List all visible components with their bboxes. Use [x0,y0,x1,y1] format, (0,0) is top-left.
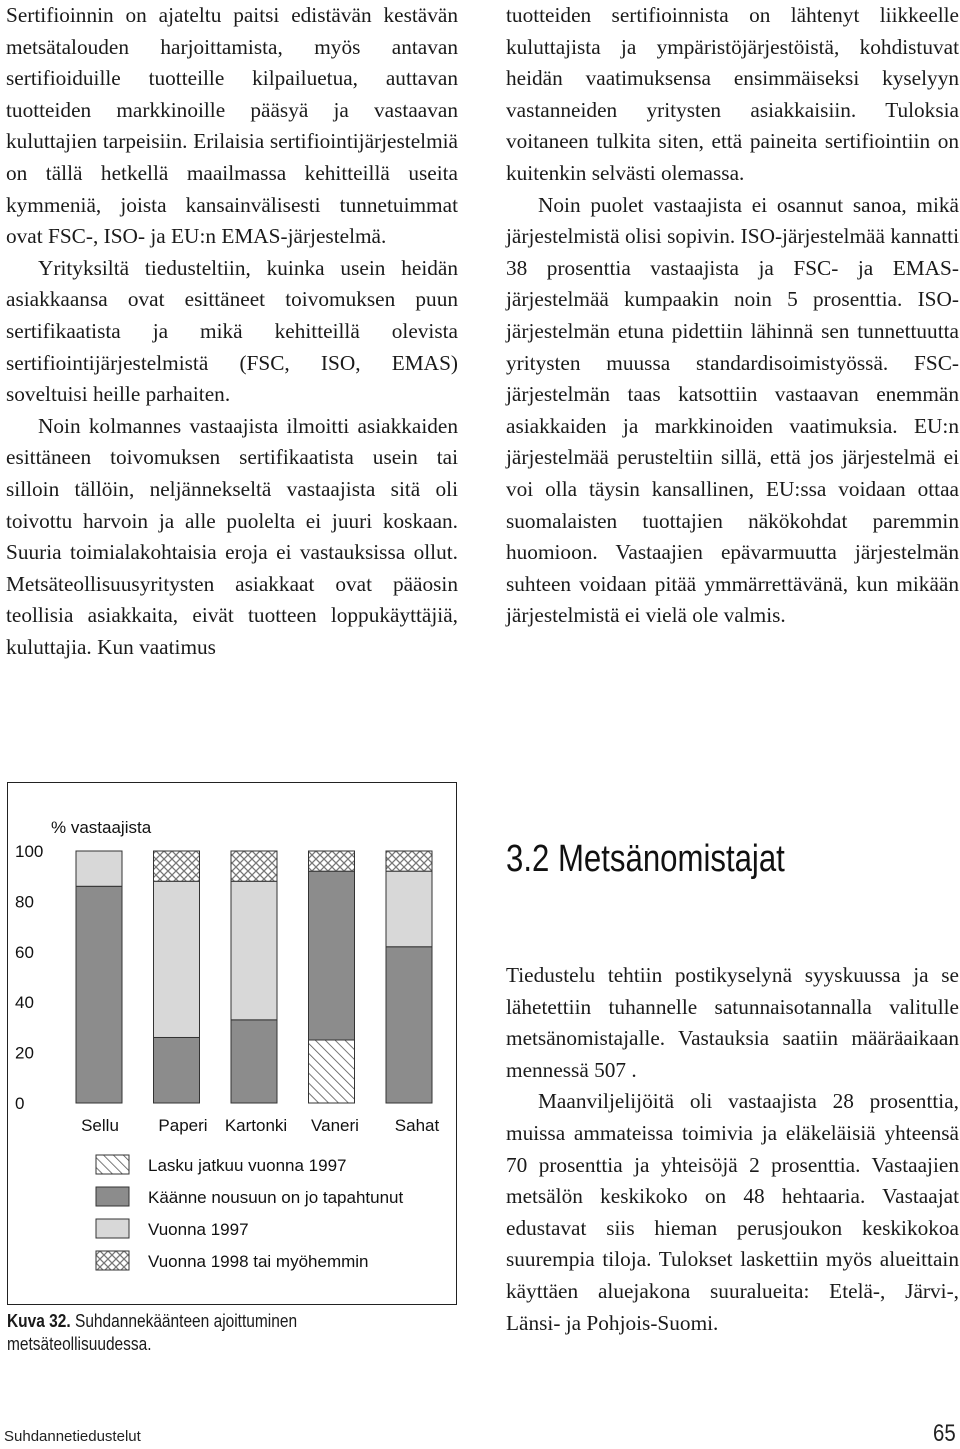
legend-swatch [96,1187,129,1206]
y-tick-label: 80 [15,892,34,912]
bar-segment [154,851,200,881]
figure-caption-text: Suhdannekäänteen ajoittuminen metsäteollisuudessa. [7,1311,298,1354]
y-tick-label: 100 [15,842,44,861]
legend-label: Käänne nousuun on jo tapahtunut [148,1188,404,1207]
category-label: Vaneri [311,1116,359,1135]
figure-label: Kuva 32. [7,1311,71,1331]
legend-swatch [96,1219,129,1238]
category-label: Sellu [81,1116,119,1135]
bar-segment [386,947,432,1103]
y-tick-label: 0 [15,1094,25,1113]
right-column [506,0,959,632]
bar-segment [231,1020,277,1103]
bar-segment [231,881,277,1020]
bar-segment [154,881,200,1037]
stacked-bar-chart [8,783,455,1303]
bar-segment [309,871,355,1040]
paragraph: Noin puolet vastaajista ei osannut sanoa, mikä järjestelmistä olisi sopivin. ISO-järjestelmää kannatti 38 prosenttia vastaajista ja FSC- ja EMAS-järjestelmää kumpaakin noin 5 prosenttia. ISO-järjestelmän etuna pidettiin lähinnä sen tunnettuutta yritysten muussa standardisoimistyössä. FSC-järjestelmän taas katsottiin vastaavan enemmän asiakkaiden ja markkinoiden vaatimuksia. EU:n järjestelmää perusteltiin sillä, että jos järjestelmä ei voi olla täysin kansallinen, EU:ssa voidaan ottaa suomalaisten tuottajien näkökohdat paremmin huomioon. Vastaajien epävarmuutta järjestelmän suhteen voidaan pitää ymmärrettävänä, kun mikään järjestelmistä ei vielä ole valmis. [506,192,959,628]
paragraph: Noin kolmannes vastaajista ilmoitti asiakkaiden esittäneen toivomuksen sertifikaatista usein tai silloin tällöin, neljännekseltä vastaajista sitä oli toivottu harvoin ja alle puolelta ei juuri koskaan. Suuria toimialakohtaisia eroja ei vastauksissa ollut. Metsäteollisuusyritysten asiakkaat ovat pääosin teollisia asiakkaita, eivät tuotteen loppukäyttäjiä, kuluttajia. Kun vaatimus [6,413,458,659]
x-axis [81,1116,439,1135]
y-tick-label: 40 [15,993,34,1013]
bar-segment [309,851,355,871]
legend-swatch [96,1155,129,1174]
category-label: Kartonki [224,1116,288,1135]
bar-segment [76,851,122,886]
left-column [6,0,458,663]
y-tick-label: 20 [15,1043,34,1063]
category-label: Paperi [158,1116,208,1135]
section-heading: 3.2 Metsänomistajat [506,838,785,880]
paragraph: tuotteiden sertifioinnista on lähtenyt liikkeelle kuluttajista ja ympäristöjärjestöistä, kohdistuvat heidän vaatimuksensa ensimmäiseksi kyselyyn vastanneiden yritysten asiakkaisiin. Tuloksia voitaneen tulkita siten, että paineita sertifiointiin on kuitenkin selvästi olemassa. [506,3,959,185]
bar-segment [386,871,432,947]
legend-swatch [96,1251,129,1270]
section-body [506,960,959,1339]
bar-segment [231,851,277,881]
figure-caption [7,1310,403,1356]
y-axis-label: % vastaajista [51,818,152,837]
category-label: Sahat [394,1116,440,1135]
legend-label: Lasku jatkuu vuonna 1997 [148,1156,347,1175]
bar-segment [386,851,432,871]
running-footer: Suhdannetiedustelut [4,1428,141,1445]
legend-label: Vuonna 1998 tai myöhemmin [148,1252,369,1271]
bar-segment [154,1037,200,1103]
paragraph: Maanviljelijöitä oli vastaajista 28 prosenttia, muissa ammateissa toimivia ja eläkeläisiä yhteensä 70 prosenttia ja yhteisöjä 2 prosenttia. Vastaajien metsälön keskikoko on 48 hehtaaria. Vastaajat edustavat siis hieman perusjoukon keskikokoa suurempia tiloja. Tulokset laskettiin myös alueittain käyttäen aluejakona suuralueita: Etelä-, Järvi-, Länsi- ja Pohjois-Suomi. [506,1089,959,1335]
bars [76,851,432,1103]
figure-chart [7,782,457,1305]
paragraph: Yrityksiltä tiedusteltiin, kuinka usein heidän asiakkaansa ovat esittäneet toivomuksen puun sertifikaatista ja mikä kehitteillä olevista sertifiointijärjestelmistä (FSC, ISO, EMAS) soveltuisi heille parhaiten. [6,255,458,407]
paragraph: Sertifioinnin on ajateltu paitsi edistävän kestävän metsätalouden harjoittamista, myös antavan sertifioiduille tuotteille kilpailuetua, auttavan tuotteiden markkinoille pääsyä ja vastaavan kuluttajien tarpeisiin. Erilaisia sertifiointijärjestelmiä on tällä hetkellä maailmassa kehitteillä useita kymmeniä, joista kansainvälisesti tunnetuimmat ovat FSC-, ISO- ja EU:n EMAS-järjestelmä. [6,3,458,249]
legend-label: Vuonna 1997 [148,1220,249,1239]
y-axis [15,842,43,1113]
y-tick-label: 60 [15,942,34,962]
page-number: 65 [933,1420,956,1447]
legend [96,1155,404,1271]
bar-segment [76,886,122,1103]
bar-segment [309,1040,355,1103]
paragraph: Tiedustelu tehtiin postikyselynä syyskuussa ja se lähetettiin tuhannelle satunnaisotannalla valitulle metsänomistajalle. Vastauksia saatiin määräaikaan mennessä 507 . [506,963,959,1082]
